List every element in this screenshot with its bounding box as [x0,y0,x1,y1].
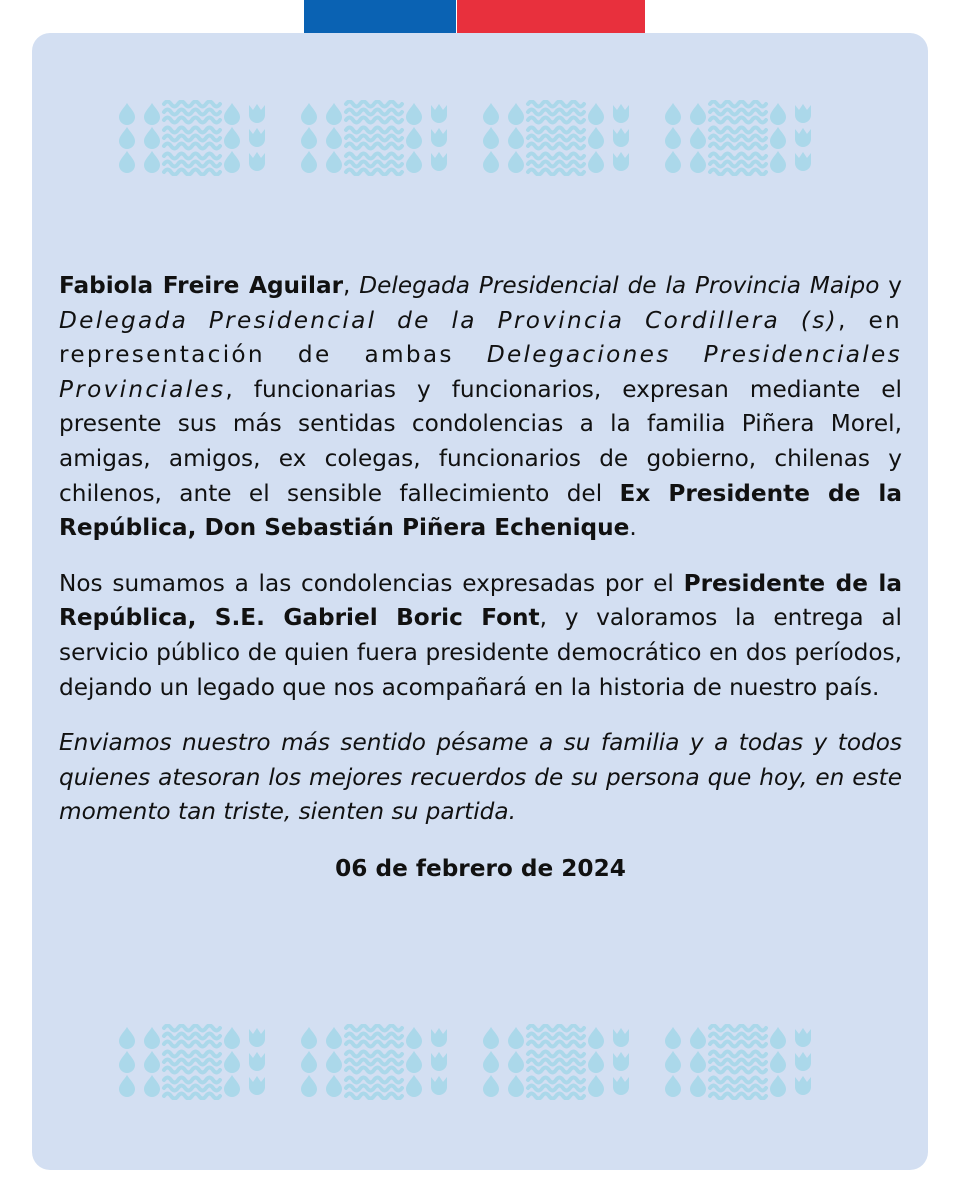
wave-motif-icon [710,154,766,159]
wave-motif-icon [528,144,584,149]
wave-motif-icon [710,170,766,175]
drop-motif-icon [144,1027,160,1049]
wave-motif-icon [164,1026,220,1031]
sender-role-maipo: Delegada Presidencial de la Provincia Maipo [359,272,880,299]
wave-motif-icon [346,1094,402,1099]
tulip-motif-icon [431,104,447,123]
wave-motif-icon [164,1042,220,1047]
drop-motif-icon [406,127,422,149]
wave-motif-icon [528,162,584,167]
wave-motif-icon [346,110,402,115]
wave-motif-icon [528,118,584,123]
text-fragment: , y valoramos la entrega al servicio público de quien fuera presidente democrático en dos períodos, dejando un legado que nos acompañará en la historia de nuestro país. [59,604,902,701]
drop-motif-icon [301,151,317,173]
tulip-motif-icon [249,128,265,147]
tulip-motif-icon [613,1028,629,1047]
tulip-motif-icon [613,128,629,147]
drop-motif-icon [483,1051,499,1073]
drop-motif-icon [144,1075,160,1097]
drop-motif-icon [326,151,342,173]
drop-motif-icon [508,1027,524,1049]
drop-motif-icon [483,103,499,125]
wave-motif-icon [710,110,766,115]
wave-motif-icon [164,1060,220,1065]
wave-motif-icon [164,128,220,133]
wave-motif-icon [164,1086,220,1091]
drop-motif-icon [483,1027,499,1049]
text-fragment: , funcionarias y funcionarios, expresan mediante el presente sus más sentidas condolencias a la familia Piñera Morel, amigas, amigos, ex colegas, funcionarios de gobierno, chilenas y chilenos, ante el sensible fallecimiento del [59,375,902,507]
wave-motif-icon [346,1068,402,1073]
condolence-letter [59,269,902,887]
drop-motif-icon [483,1075,499,1097]
drop-motif-icon [770,103,786,125]
wave-motif-icon [346,102,402,107]
drop-motif-icon [326,1051,342,1073]
drop-motif-icon [119,127,135,149]
wave-motif-icon [528,1078,584,1083]
wave-motif-icon [346,128,402,133]
wave-motif-icon [528,154,584,159]
wave-motif-icon [528,1060,584,1065]
wave-motif-icon [164,1052,220,1057]
drop-motif-icon [665,1075,681,1097]
tulip-motif-icon [613,152,629,171]
drop-motif-icon [508,1051,524,1073]
drop-motif-icon [665,151,681,173]
drop-motif-icon [665,127,681,149]
tulip-motif-icon [431,1076,447,1095]
bottom-decorative-pattern [116,1024,844,1100]
wave-motif-icon [164,170,220,175]
wave-motif-icon [346,1060,402,1065]
text-fragment: , [343,272,360,299]
tulip-motif-icon [795,1028,811,1047]
tulip-motif-icon [249,1028,265,1047]
wave-motif-icon [346,1026,402,1031]
text-fragment: Nos sumamos a las condolencias expresadas por el [59,569,684,597]
wave-motif-icon [346,118,402,123]
wave-motif-icon [528,1026,584,1031]
drop-motif-icon [588,103,604,125]
wave-motif-icon [164,118,220,123]
tulip-motif-icon [795,1052,811,1071]
drop-motif-icon [770,1075,786,1097]
wave-motif-icon [710,1094,766,1099]
wave-motif-icon [710,1086,766,1091]
tulip-motif-icon [613,1076,629,1095]
text-fragment: , en representación de ambas [59,306,903,369]
tulip-motif-icon [613,104,629,123]
wave-motif-icon [528,136,584,141]
tulip-motif-icon [613,1052,629,1071]
wave-motif-icon [346,162,402,167]
drop-motif-icon [770,1027,786,1049]
wave-motif-icon [710,1034,766,1039]
text-fragment: . [629,514,637,542]
drop-motif-icon [406,1051,422,1073]
drop-motif-icon [326,1075,342,1097]
wave-motif-icon [164,1094,220,1099]
drop-motif-icon [508,103,524,125]
drop-motif-icon [301,1075,317,1097]
wave-motif-icon [346,170,402,175]
wave-motif-icon [710,1042,766,1047]
drop-motif-icon [144,103,160,125]
wave-motif-icon [346,1086,402,1091]
paragraph-2 [59,567,902,705]
drop-motif-icon [119,1051,135,1073]
tulip-motif-icon [249,1052,265,1071]
wave-motif-icon [710,162,766,167]
drop-motif-icon [690,127,706,149]
wave-motif-icon [710,136,766,141]
tulip-motif-icon [795,104,811,123]
wave-motif-icon [710,144,766,149]
drop-motif-icon [326,127,342,149]
wave-motif-icon [346,1042,402,1047]
drop-motif-icon [690,1075,706,1097]
drop-motif-icon [588,1075,604,1097]
wave-motif-icon [164,1034,220,1039]
wave-motif-icon [528,1094,584,1099]
wave-motif-icon [528,128,584,133]
wave-motif-icon [346,144,402,149]
tulip-motif-icon [795,128,811,147]
tulip-motif-icon [249,1076,265,1095]
drop-motif-icon [508,1075,524,1097]
drop-motif-icon [224,151,240,173]
tulip-motif-icon [795,1076,811,1095]
drop-motif-icon [690,1027,706,1049]
delegations-name: Delegaciones Presidenciales Provinciales [59,341,902,403]
wave-motif-icon [528,1086,584,1091]
wave-motif-icon [710,1068,766,1073]
honoree-name: Ex Presidente de la República, Don Sebastián Piñera Echenique [59,479,902,542]
drop-motif-icon [224,1051,240,1073]
drop-motif-icon [406,103,422,125]
wave-motif-icon [164,102,220,107]
top-decorative-pattern [116,100,844,176]
tulip-motif-icon [431,128,447,147]
wave-motif-icon [710,102,766,107]
wave-motif-icon [528,1034,584,1039]
wave-motif-icon [528,1052,584,1057]
drop-motif-icon [508,127,524,149]
wave-motif-icon [710,1060,766,1065]
drop-motif-icon [588,127,604,149]
drop-motif-icon [690,103,706,125]
wave-motif-icon [346,1078,402,1083]
tulip-motif-icon [431,1028,447,1047]
drop-motif-icon [665,103,681,125]
drop-motif-icon [119,151,135,173]
drop-motif-icon [224,1075,240,1097]
sender-role-cordillera: Delegada Presidencial de la Provincia Cordillera (s) [59,306,838,334]
drop-motif-icon [301,127,317,149]
drop-motif-icon [301,103,317,125]
drop-motif-icon [119,1075,135,1097]
letter-date: 06 de febrero de 2024 [335,854,626,882]
tulip-motif-icon [795,152,811,171]
paragraph-1 [59,269,902,546]
wave-motif-icon [528,110,584,115]
drop-motif-icon [406,1075,422,1097]
drop-motif-icon [144,1051,160,1073]
drop-motif-icon [144,127,160,149]
wave-motif-icon [710,118,766,123]
wave-motif-icon [710,1052,766,1057]
paragraph-3: Enviamos nuestro más sentido pésame a su familia y a todas y todos quienes atesoran los mejores recuerdos de su persona que hoy, en este momento tan triste, sienten su partida. [59,729,902,826]
drop-motif-icon [224,127,240,149]
tulip-motif-icon [249,152,265,171]
wave-motif-icon [164,1068,220,1073]
tulip-motif-icon [431,152,447,171]
drop-motif-icon [483,151,499,173]
wave-motif-icon [164,1078,220,1083]
wave-motif-icon [164,162,220,167]
drop-motif-icon [770,127,786,149]
drop-motif-icon [301,1027,317,1049]
wave-motif-icon [710,1026,766,1031]
drop-motif-icon [508,151,524,173]
wave-motif-icon [346,1034,402,1039]
wave-motif-icon [164,154,220,159]
drop-motif-icon [406,151,422,173]
drop-motif-icon [144,151,160,173]
tulip-motif-icon [431,1052,447,1071]
drop-motif-icon [224,103,240,125]
drop-motif-icon [588,1051,604,1073]
tulip-motif-icon [249,104,265,123]
drop-motif-icon [690,1051,706,1073]
drop-motif-icon [770,1051,786,1073]
drop-motif-icon [770,151,786,173]
wave-motif-icon [346,1052,402,1057]
wave-motif-icon [164,144,220,149]
wave-motif-icon [710,128,766,133]
wave-motif-icon [164,136,220,141]
drop-motif-icon [406,1027,422,1049]
drop-motif-icon [326,103,342,125]
wave-motif-icon [528,1068,584,1073]
wave-motif-icon [710,1078,766,1083]
sender-name: Fabiola Freire Aguilar [59,272,344,299]
drop-motif-icon [665,1027,681,1049]
wave-motif-icon [164,110,220,115]
drop-motif-icon [588,151,604,173]
drop-motif-icon [326,1027,342,1049]
drop-motif-icon [690,151,706,173]
wave-motif-icon [528,1042,584,1047]
drop-motif-icon [119,1027,135,1049]
wave-motif-icon [346,136,402,141]
drop-motif-icon [224,1027,240,1049]
wave-motif-icon [346,154,402,159]
president-name: Presidente de la República, S.E. Gabriel Boric Font [59,569,902,632]
wave-motif-icon [528,170,584,175]
drop-motif-icon [301,1051,317,1073]
wave-motif-icon [528,102,584,107]
text-fragment: y [879,272,903,299]
drop-motif-icon [119,103,135,125]
drop-motif-icon [588,1027,604,1049]
drop-motif-icon [483,127,499,149]
drop-motif-icon [665,1051,681,1073]
